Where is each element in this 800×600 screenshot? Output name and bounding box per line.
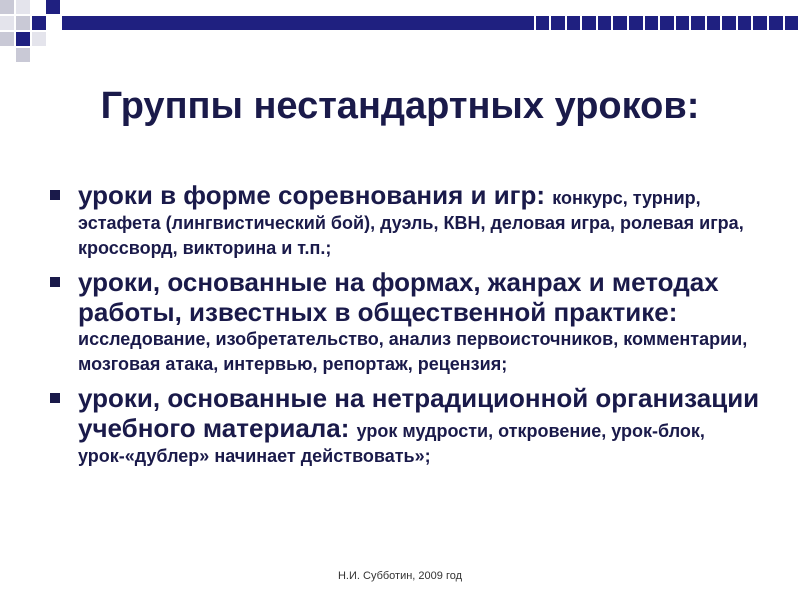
slide-title: Группы нестандартных уроков: — [100, 85, 700, 128]
deco-square — [16, 48, 30, 62]
square-bullet-icon — [50, 393, 60, 403]
footer-credit: Н.И. Субботин, 2009 год — [337, 570, 463, 582]
deco-square — [0, 16, 14, 30]
deco-square — [16, 0, 30, 14]
deco-square — [0, 0, 14, 14]
bullet-lead: уроки, основанные на нетрадиционной организации учебного материала: — [78, 383, 760, 443]
bullet-item — [40, 180, 760, 261]
bullet-detail: конкурс, турнир, эстафета (лингвистический бой), дуэль, КВН, деловая игра, ролевая игра, кроссворд, викторина и т.п.; — [78, 188, 744, 258]
bullet-item — [40, 383, 760, 469]
deco-square — [0, 32, 14, 46]
deco-square — [16, 16, 30, 30]
bullet-lead: уроки в форме соревнования и игр: — [78, 180, 553, 210]
square-bullet-icon — [50, 190, 60, 200]
bullet-detail: урок мудрости, откровение, урок-блок, урок-«дублер» начинает действовать»; — [78, 421, 705, 466]
square-bullet-icon — [50, 277, 60, 287]
deco-square — [32, 32, 46, 46]
bullet-detail: исследование, изобретательство, анализ первоисточников, комментарии, мозговая атака, интервью, репортаж, рецензия; — [78, 329, 748, 374]
bullet-list — [40, 180, 760, 475]
deco-square — [16, 32, 30, 46]
top-decorative-grid — [520, 16, 800, 30]
deco-square — [46, 0, 60, 14]
deco-square — [32, 16, 46, 30]
bullet-lead: уроки, основанные на формах, жанрах и методах работы, известных в общественной практике: — [78, 267, 719, 327]
bullet-item — [40, 267, 760, 377]
